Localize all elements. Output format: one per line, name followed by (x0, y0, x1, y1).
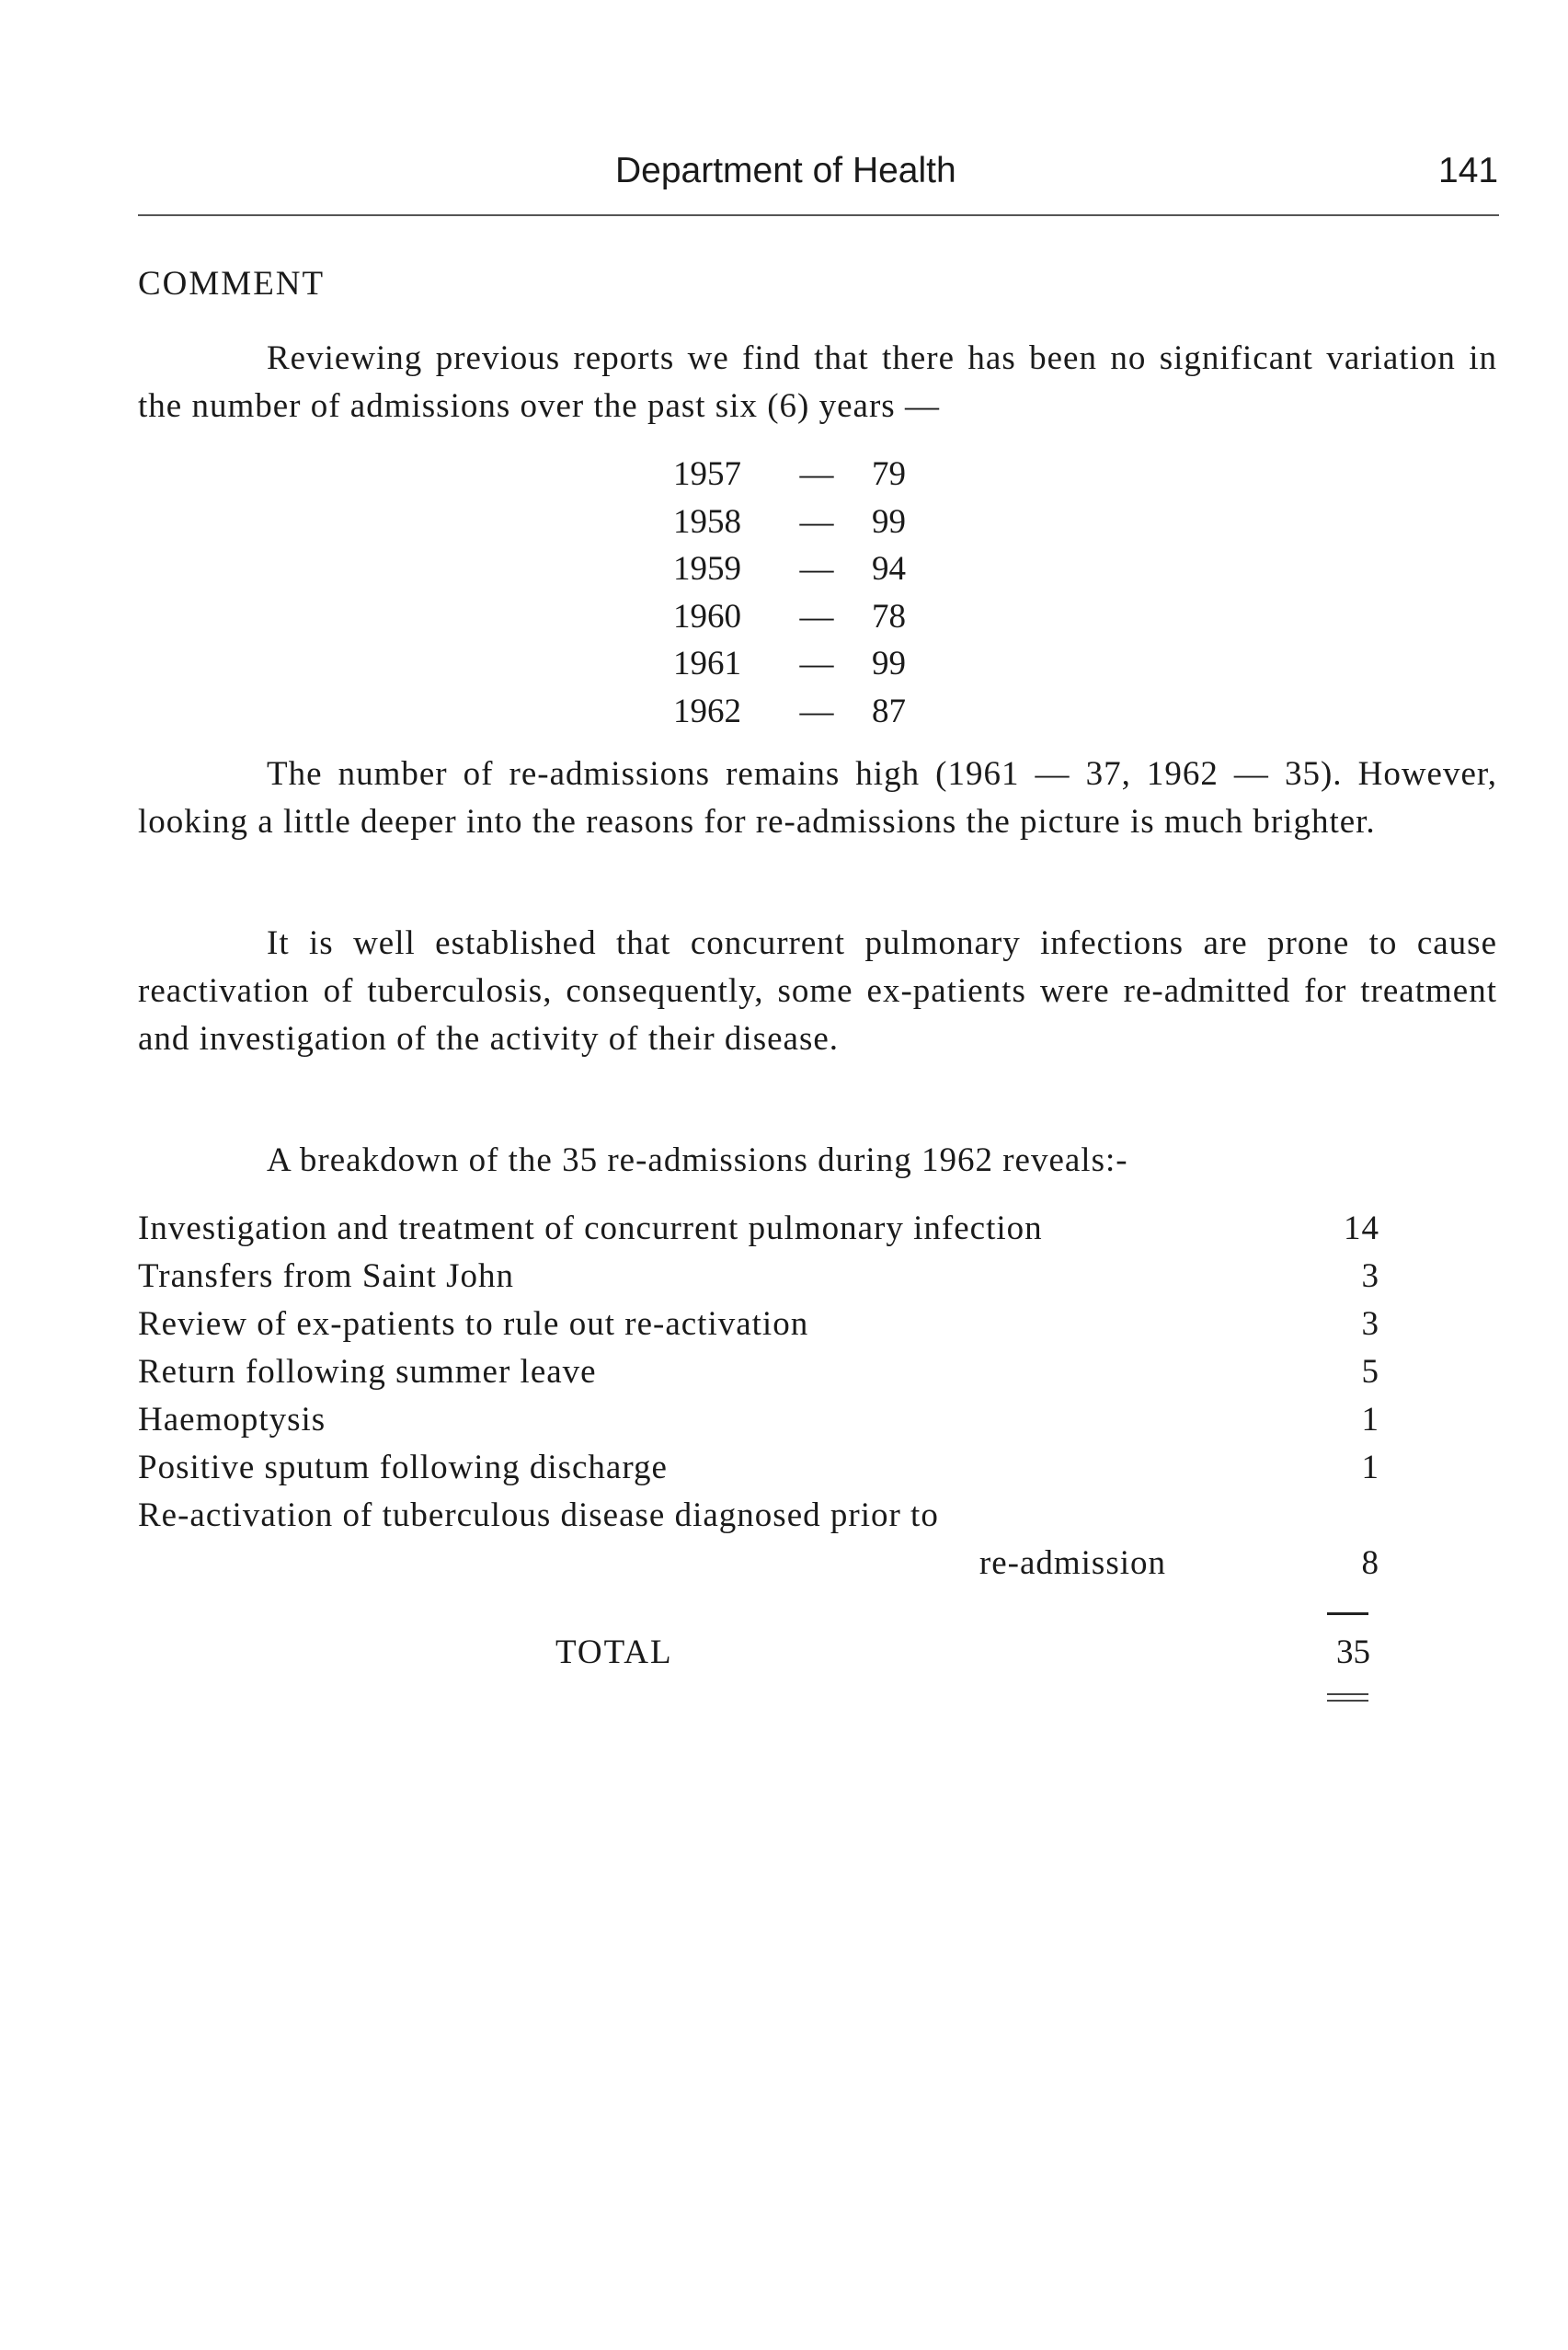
breakdown-count: 14 (1344, 1209, 1379, 1247)
paragraph-readmissions (138, 751, 1497, 846)
sum-rule (1327, 1612, 1368, 1615)
readmissions-breakdown-table (138, 1205, 1379, 1588)
paragraph-text: Reviewing previous reports we find that there has been no significant variation in the number of admissions over the past six (6) years — (138, 339, 1497, 425)
breakdown-reason: Investigation and treatment of concurrent pulmonary infection (138, 1209, 1043, 1247)
breakdown-count: 8 (1361, 1544, 1379, 1582)
separator-dash: — (799, 597, 834, 636)
table-row (673, 499, 927, 546)
separator-dash: — (799, 455, 834, 493)
table-row (138, 1205, 1379, 1253)
breakdown-reason: Haemoptysis (138, 1401, 326, 1439)
separator-dash: — (799, 502, 834, 541)
year-cell: 1957 (673, 455, 741, 493)
breakdown-reason: Positive sputum following discharge (138, 1449, 668, 1486)
paragraph-text: The number of re-admissions remains high (1961 — 37, 1962 — 35). However, looking a little deeper into the reasons for re-admissions the picture is much brighter. (138, 755, 1497, 841)
table-row (673, 640, 927, 688)
paragraph-text: It is well established that concurrent pulmonary infections are prone to cause reactivation of tuberculosis, consequently, some ex-patients were re-admitted for treatment and investigation of the activity of their disease. (138, 924, 1497, 1058)
breakdown-count: 1 (1361, 1449, 1379, 1486)
year-cell: 1959 (673, 550, 741, 588)
breakdown-reason: Transfers from Saint John (138, 1257, 515, 1295)
breakdown-reason: Re-activation of tuberculous disease diagnosed prior to (138, 1496, 939, 1534)
running-header-title: Department of Health (615, 151, 956, 190)
year-cell: 1960 (673, 597, 741, 636)
breakdown-reason: Return following summer leave (138, 1353, 597, 1391)
paragraph-text: A breakdown of the 35 re-admissions during 1962 reveals:- (267, 1141, 1128, 1179)
section-heading: COMMENT (138, 265, 326, 303)
paragraph-reactivation (138, 920, 1497, 1063)
year-cell: 1961 (673, 645, 741, 682)
paragraph-admissions-intro (138, 335, 1497, 430)
total-value: 35 (1336, 1634, 1370, 1671)
page-number: 141 (1438, 151, 1499, 190)
year-cell: 1958 (673, 502, 741, 541)
year-cell: 1962 (673, 692, 741, 730)
breakdown-count: 3 (1361, 1305, 1379, 1343)
table-row (138, 1444, 1379, 1492)
admissions-count-cell: 99 (872, 502, 906, 541)
table-row (673, 593, 927, 641)
breakdown-count: 5 (1361, 1353, 1379, 1391)
admissions-count-cell: 99 (872, 645, 906, 682)
table-row (138, 1301, 1379, 1348)
header-divider (138, 214, 1499, 216)
table-row (138, 1348, 1379, 1396)
admissions-count-cell: 87 (872, 692, 906, 730)
breakdown-count: 1 (1361, 1401, 1379, 1439)
admissions-count-cell: 78 (872, 597, 906, 636)
table-row (138, 1540, 1379, 1588)
table-row (673, 451, 927, 499)
separator-dash: — (799, 645, 834, 682)
total-label: TOTAL (555, 1634, 673, 1671)
separator-dash: — (799, 692, 834, 730)
admissions-count-cell: 94 (872, 550, 906, 588)
total-double-underline (1327, 1693, 1368, 1702)
breakdown-count: 3 (1361, 1257, 1379, 1295)
table-row (138, 1492, 1379, 1540)
table-row (673, 545, 927, 593)
paragraph-breakdown-intro (138, 1137, 1389, 1185)
table-row (138, 1396, 1379, 1444)
breakdown-reason-continuation: re-admission (979, 1544, 1166, 1582)
separator-dash: — (799, 550, 834, 588)
admissions-count-cell: 79 (872, 455, 906, 493)
admissions-by-year-table (673, 451, 927, 735)
breakdown-reason: Review of ex-patients to rule out re-activation (138, 1305, 809, 1343)
table-row (138, 1253, 1379, 1301)
table-row (673, 688, 927, 736)
